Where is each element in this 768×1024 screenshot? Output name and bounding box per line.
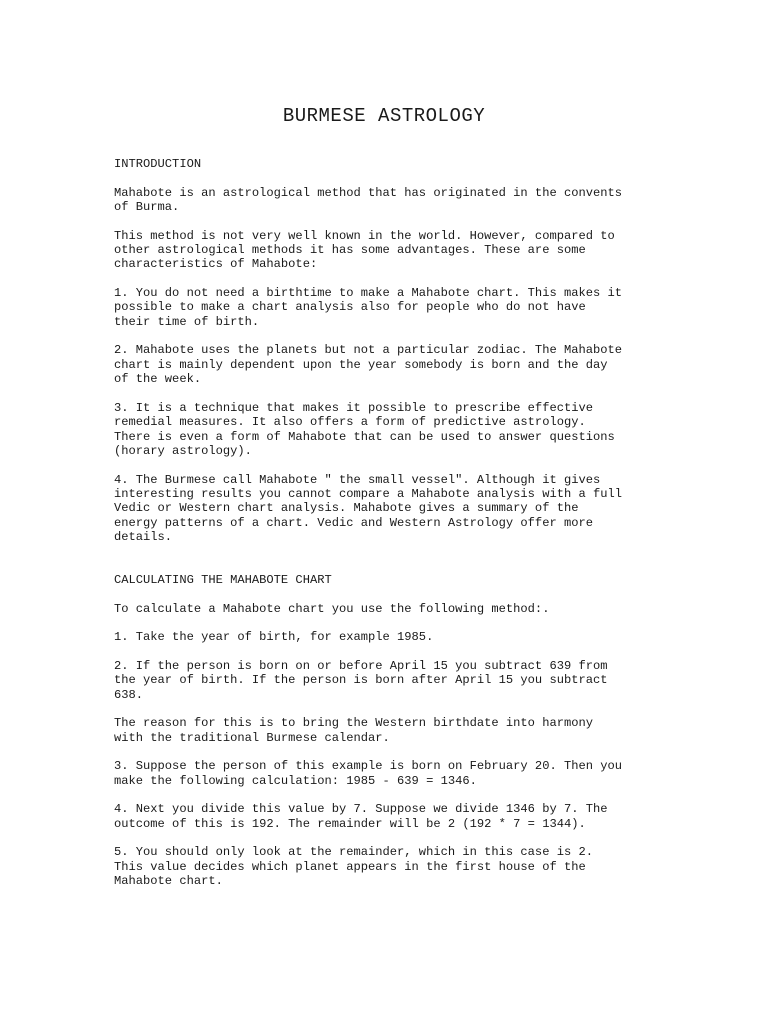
step-4: 4. Next you divide this value by 7. Suppose we divide 1346 by 7. The outcome of this is 192. The remainder will be 2 (192 * 7 = 1344). xyxy=(114,802,608,831)
paragraph: Mahabote is an astrological method that has originated in the convents of Burma. xyxy=(114,185,623,214)
document-title: BURMESE ASTROLOGY xyxy=(282,105,486,127)
list-item-3: 3. It is a technique that makes it possible to prescribe effective remedial measures. It also offers a form of predictive astrology. There is even a form of Mahabote that can be used to answer questions (horary astrology). xyxy=(114,400,615,459)
list-item-4: 4. The Burmese call Mahabote " the small vessel". Although it gives interesting results you cannot compare a Mahabote analysis with a full Vedic or Western chart analysis. Mahabote gives a summary of the energy patterns of a chart. Vedic and Western Astrology offer more details. xyxy=(114,472,623,545)
paragraph: The reason for this is to bring the Western birthdate into harmony with the traditional Burmese calendar. xyxy=(114,716,593,745)
paragraph: To calculate a Mahabote chart you use the following method:. xyxy=(114,601,550,616)
section-heading-calculating: CALCULATING THE MAHABOTE CHART xyxy=(114,573,332,588)
paragraph: This method is not very well known in the world. However, compared to other astrological methods it has some advantages. These are some characteristics of Mahabote: xyxy=(114,228,615,272)
step-2: 2. If the person is born on or before April 15 you subtract 639 from the year of birth. If the person is born after April 15 you subtract 638. xyxy=(114,659,608,702)
section-introduction xyxy=(114,157,654,545)
section-heading-introduction: INTRODUCTION xyxy=(114,157,202,171)
list-item-2: 2. Mahabote uses the planets but not a particular zodiac. The Mahabote chart is mainly dependent upon the year somebody is born and the day of the week. xyxy=(114,343,623,387)
list-item-1: 1. You do not need a birthtime to make a Mahabote chart. This makes it possible to make a chart analysis also for people who do not have their time of birth. xyxy=(114,286,623,329)
step-5: 5. You should only look at the remainder, which in this case is 2. This value decides which planet appears in the first house of the Mahabote chart. xyxy=(114,845,593,889)
document-body xyxy=(114,157,654,889)
step-1: 1. Take the year of birth, for example 1985. xyxy=(114,630,434,645)
section-calculating xyxy=(114,573,654,888)
step-3: 3. Suppose the person of this example is born on February 20. Then you make the following calculation: 1985 - 639 = 1346. xyxy=(114,759,623,788)
